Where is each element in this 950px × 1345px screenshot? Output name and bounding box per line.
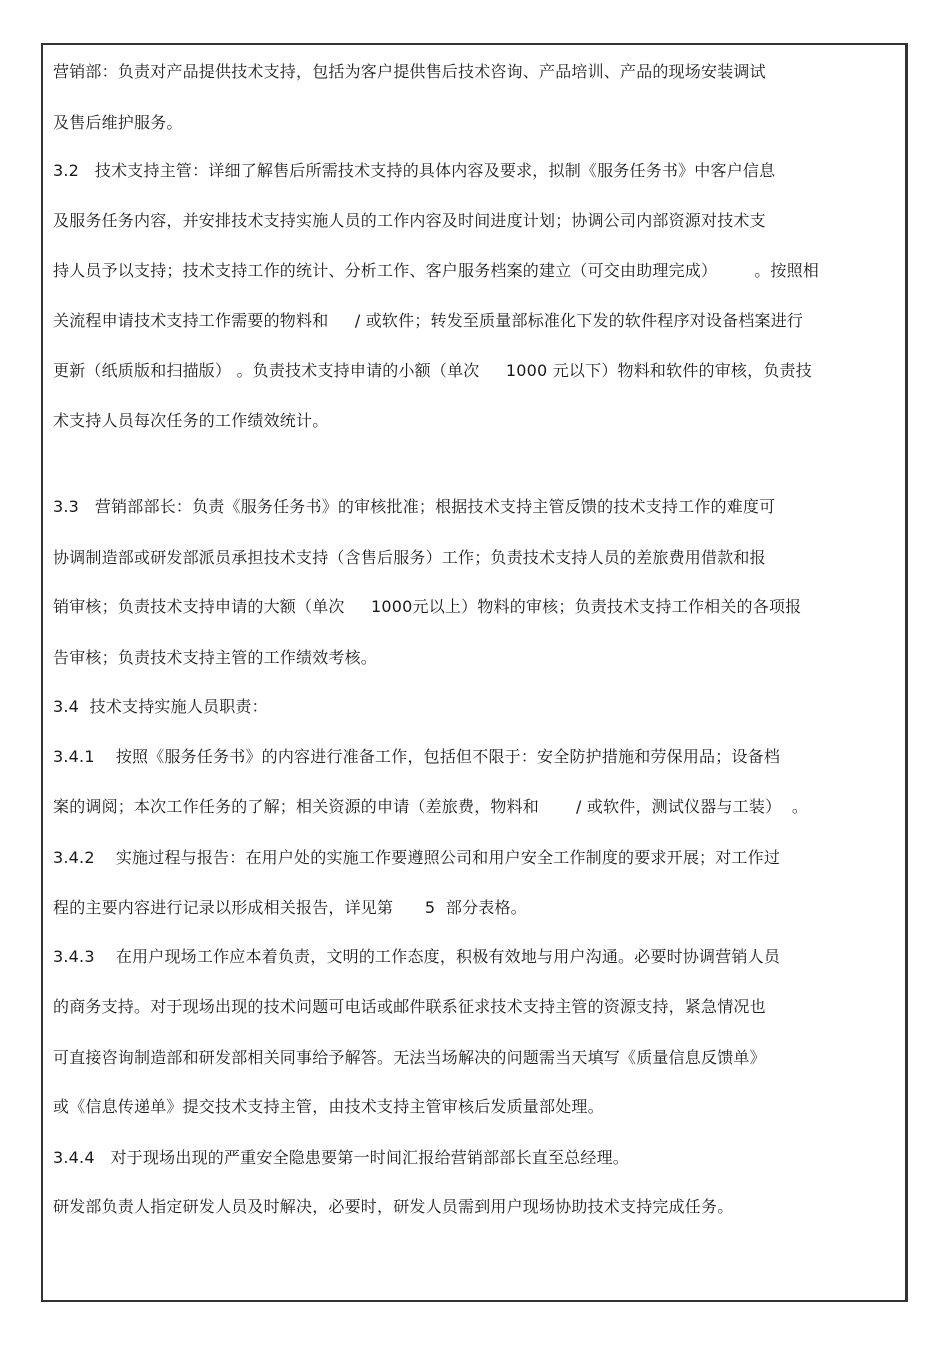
text-line: 3.4 技术支持实施人员职责： [53,697,268,716]
text-line: 告审核；负责技术支持主管的工作绩效考核。 [53,648,378,667]
text-line: 3.4.2 实施过程与报告：在用户处的实施工作要遵照公司和用户安全工作制度的要求开展；对工作过 [53,848,781,867]
text-line: 程的主要内容进行记录以形成相关报告，详见第 5 部分表格。 [53,898,527,917]
text-line: 更新（纸质版和扫描版） 。负责技术支持申请的小额（单次 1000 元以下）物料和软件的审核，负责技 [53,361,812,380]
text-line: 3.4.4 对于现场出现的严重安全隐患要第一时间汇报给营销部部长直至总经理。 [53,1148,629,1167]
text-line: 及服务任务内容，并安排技术支持实施人员的工作内容及时间进度计划；协调公司内部资源对技术支 [53,211,766,230]
text-line: 的商务支持。对于现场出现的技术问题可电话或邮件联系征求技术支持主管的资源支持，紧急情况也 [53,997,766,1016]
text-line: 3.3 营销部部长：负责《服务任务书》的审核批准；根据技术支持主管反馈的技术支持工作的难度可 [53,497,776,516]
text-line: 或《信息传递单》提交技术支持主管，由技术支持主管审核后发质量部处理。 [53,1097,604,1116]
text-line: 持人员予以支持；技术支持工作的统计、分析工作、客户服务档案的建立（可交由助理完成） 。按照相 [53,261,820,280]
text-line: 销审核；负责技术支持申请的大额（单次 1000元以上）物料的审核；负责技术支持工作相关的各项报 [53,597,802,616]
text-line: 协调制造部或研发部派员承担技术支持（含售后服务）工作；负责技术支持人员的差旅费用借款和报 [53,548,766,567]
text-line: 及售后维护服务。 [53,113,183,132]
text-line: 可直接咨询制造部和研发部相关同事给予解答。无法当场解决的问题需当天填写《质量信息反馈单》 [53,1048,766,1067]
text-line: 研发部负责人指定研发人员及时解决，必要时，研发人员需到用户现场协助技术支持完成任务。 [53,1197,734,1216]
text-line: 3.2 技术支持主管：详细了解售后所需技术支持的具体内容及要求，拟制《服务任务书》中客户信息 [53,161,776,180]
text-line: 3.4.1 按照《服务任务书》的内容进行准备工作，包括但不限于：安全防护措施和劳保用品；设备档 [53,747,781,766]
text-line: 术支持人员每次任务的工作绩效统计。 [53,411,329,430]
text-line: 营销部：负责对产品提供技术支持，包括为客户提供售后技术咨询、产品培训、产品的现场安装调试 [53,62,766,81]
text-line: 3.4.3 在用户现场工作应本着负责，文明的工作态度，积极有效地与用户沟通。必要时协调营销人员 [53,947,781,966]
text-line: 关流程申请技术支持工作需要的物料和 / 或软件；转发至质量部标准化下发的软件程序对设备档案进行 [53,311,804,330]
text-line: 案的调阅；本次工作任务的了解；相关资源的申请（差旅费，物料和 / 或软件，测试仪器与工装） 。 [53,797,809,816]
